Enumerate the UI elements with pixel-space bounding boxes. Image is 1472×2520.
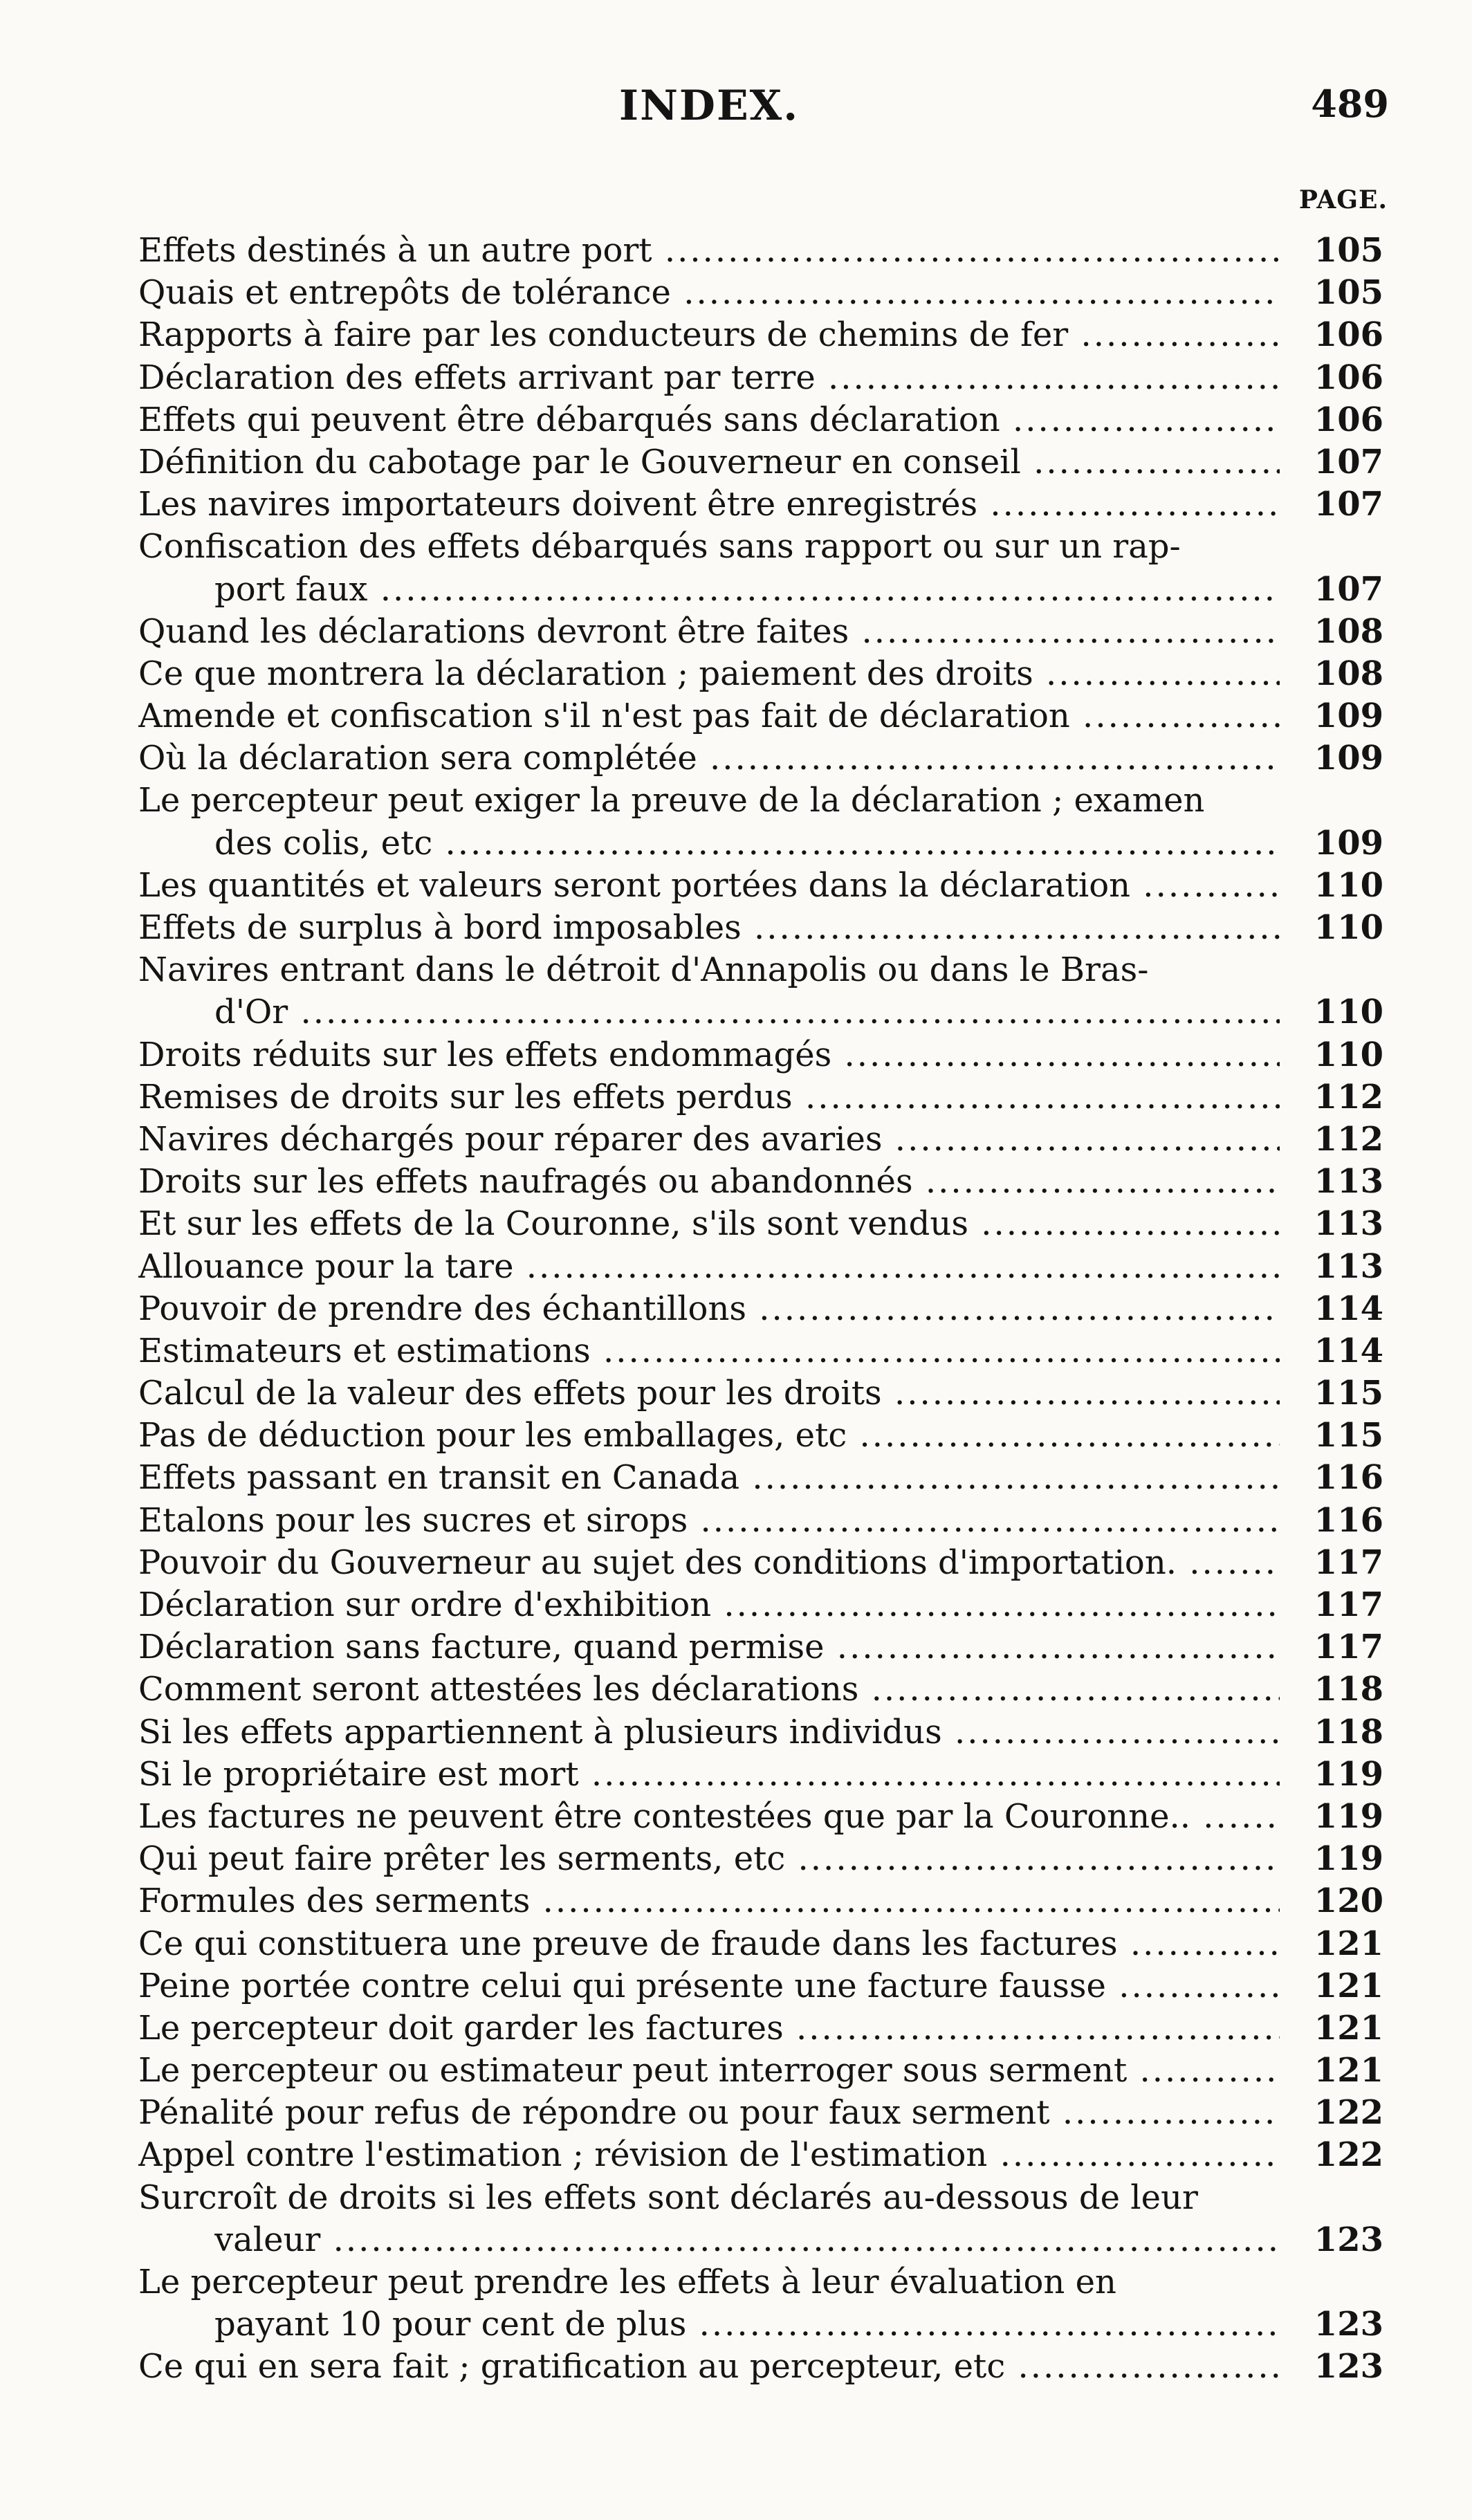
index-entry (138, 1076, 1383, 1119)
index-entry-line (138, 1542, 1383, 1584)
index-entry (138, 780, 1383, 864)
index-entry (138, 1796, 1383, 1838)
index-entry (138, 1542, 1383, 1584)
index-entry (138, 611, 1383, 653)
index-entry-line (138, 2050, 1383, 2092)
index-entry-text: Quand les déclarations devront être faites ..... (138, 611, 1280, 653)
index-entry-page: 106 (1314, 358, 1383, 397)
index-entry-text: Calcul de la valeur des effets pour les droits ..... (138, 1372, 1280, 1415)
index-entry-text: Peine portée contre celui qui présente une facture fausse ..... (138, 1965, 1280, 2007)
index-entry-page: 112 (1314, 1077, 1383, 1116)
index-entry-text: Qui peut faire prêter les serments, etc ..... (138, 1838, 1280, 1880)
index-entry-page: 110 (1314, 993, 1383, 1032)
index-entry-text: Confiscation des effets débarqués sans rapport ou sur un rap- (138, 527, 1181, 567)
index-entry-page: 110 (1314, 1035, 1383, 1074)
index-entry-page: 112 (1314, 1119, 1383, 1159)
index-entry-page: 110 (1314, 908, 1383, 947)
index-entry-page: 106 (1314, 315, 1383, 355)
index-entry (138, 1500, 1383, 1542)
index-entry-text: Le percepteur ou estimateur peut interroger sous serment ..... (138, 2050, 1280, 2092)
index-entry-line (138, 695, 1383, 737)
index-entry-text: Où la déclaration sera complétée ..... (138, 737, 1280, 780)
index-entry-text: Effets passant en transit en Canada ..... (138, 1457, 1280, 1499)
index-entry-page: 121 (1314, 2051, 1383, 2090)
index-entry-line (138, 1711, 1383, 1754)
index-entry (138, 949, 1383, 1033)
index-entry-page: 117 (1314, 1628, 1383, 1667)
index-entry-line (138, 1034, 1383, 1076)
index-entry-line (138, 1668, 1383, 1711)
index-entry (138, 441, 1383, 484)
index-entry (138, 865, 1383, 907)
index-entry (138, 484, 1383, 526)
index-entry-page: 122 (1314, 2093, 1383, 2133)
index-entry-text: Le percepteur doit garder les factures ..... (138, 2007, 1280, 2050)
index-entry-text: Déclaration sur ordre d'exhibition ..... (138, 1584, 1280, 1626)
index-entry-text: Pouvoir de prendre des échantillons ..... (138, 1288, 1280, 1330)
index-entry-line (138, 1119, 1383, 1161)
index-entry-text: Le percepteur peut prendre les effets à leur évaluation en (138, 2263, 1116, 2301)
index-entry-continuation-line (138, 822, 1383, 865)
index-entry-line (138, 1372, 1383, 1415)
index-entry-text: Navires entrant dans le détroit d'Annapolis ou dans le Bras- (138, 950, 1149, 990)
index-entry (138, 1457, 1383, 1499)
index-entry-line (138, 1796, 1383, 1838)
index-entry-continuation-line (138, 2303, 1383, 2346)
index-entry-text: Rapports à faire par les conducteurs de chemins de fer ..... (138, 314, 1280, 356)
index-entry (138, 1415, 1383, 1457)
index-entry-page: 109 (1314, 739, 1383, 778)
index-entry-page: 121 (1314, 1924, 1383, 1963)
index-entry (138, 1330, 1383, 1372)
index-entry (138, 1626, 1383, 1668)
index-entry-text: Droits sur les effets naufragés ou abandonnés ..... (138, 1161, 1280, 1203)
index-entry-page: 109 (1314, 697, 1383, 736)
index-entry (138, 1034, 1383, 1076)
index-entry-line (138, 399, 1383, 441)
index-entry-continuation: valeur ..... (214, 2219, 1280, 2261)
index-entry (138, 1965, 1383, 2007)
index-entry-text: Comment seront attestées les déclarations ..... (138, 1668, 1280, 1711)
index-entry-text: Formules des serments ..... (138, 1880, 1280, 1922)
index-entry-page: 122 (1314, 2135, 1383, 2175)
index-entry-line (138, 1415, 1383, 1457)
index-entry-page: 113 (1314, 1162, 1383, 1202)
index-entry-text: Effets destinés à un autre port ..... (138, 230, 1280, 272)
index-entry-line (138, 484, 1383, 526)
index-entry-line (138, 2092, 1383, 2134)
index-entry (138, 653, 1383, 695)
index-entry (138, 2007, 1383, 2050)
index-entry-page: 108 (1314, 654, 1383, 693)
index-entry-continuation: port faux ..... (214, 569, 1280, 611)
index-entry (138, 1246, 1383, 1288)
index-entry-text: Les factures ne peuvent être contestées que par la Couronne.. ..... (138, 1796, 1280, 1838)
index-entry-text: Surcroît de droits si les effets sont déclarés au-dessous de leur (138, 2178, 1198, 2217)
index-entry-text: Pas de déduction pour les emballages, etc ..... (138, 1415, 1280, 1457)
index-entry-page: 121 (1314, 1966, 1383, 2005)
index-entry-line (138, 780, 1383, 822)
page-number: 489 (1311, 82, 1389, 126)
index-entry-continuation: payant 10 pour cent de plus ..... (214, 2303, 1280, 2346)
index-entry-line (138, 865, 1383, 907)
index-entry-text: Droits réduits sur les effets endommagés ..... (138, 1034, 1280, 1076)
index-entry (138, 314, 1383, 356)
index-entry-page: 114 (1314, 1331, 1383, 1370)
index-entry-line (138, 1500, 1383, 1542)
page-title: INDEX. (619, 82, 800, 130)
index-entry-page: 116 (1314, 1458, 1383, 1498)
index-entry-page: 106 (1314, 400, 1383, 439)
index-entry-line (138, 1965, 1383, 2007)
index-entry (138, 2134, 1383, 2176)
index-entry-page: 119 (1314, 1839, 1383, 1879)
index-entry (138, 2177, 1383, 2261)
index-entry-line (138, 1288, 1383, 1330)
index-entry-text: Déclaration des effets arrivant par terre ..... (138, 357, 1280, 399)
index-entry-text: Appel contre l'estimation ; révision de l'estimation ..... (138, 2134, 1280, 2176)
index-entry (138, 399, 1383, 441)
index-entry-line (138, 230, 1383, 272)
index-entry-text: Déclaration sans facture, quand permise ..... (138, 1626, 1280, 1668)
index-entry-line (138, 1754, 1383, 1796)
index-entry-page: 113 (1314, 1204, 1383, 1244)
index-entry-continuation-line (138, 2219, 1383, 2261)
index-entry-page: 107 (1314, 442, 1383, 481)
index-entry-page: 119 (1314, 1754, 1383, 1794)
index-entry-page: 113 (1314, 1247, 1383, 1286)
index-entry (138, 1288, 1383, 1330)
index-entry (138, 272, 1383, 314)
index-entry-text: Ce qui constituera une preuve de fraude dans les factures ..... (138, 1923, 1280, 1965)
index-entry (138, 1161, 1383, 1203)
index-entry-page: 116 (1314, 1500, 1383, 1540)
index-entry-line (138, 357, 1383, 399)
index-entry-text: Quais et entrepôts de tolérance ..... (138, 272, 1280, 314)
index-entry (138, 1372, 1383, 1415)
index-entry-text: Remises de droits sur les effets perdus ..... (138, 1076, 1280, 1119)
index-entry-text: Pénalité pour refus de répondre ou pour faux serment ..... (138, 2092, 1280, 2134)
index-entry-text: Définition du cabotage par le Gouverneur en conseil ..... (138, 441, 1280, 484)
index-entry-text: Etalons pour les sucres et sirops ..... (138, 1500, 1280, 1542)
index-entry-text: Navires déchargés pour réparer des avaries ..... (138, 1119, 1280, 1161)
index-entry-line (138, 2346, 1383, 2388)
running-head (0, 82, 1472, 137)
index-entry-page: 107 (1314, 485, 1383, 524)
index-entry-line (138, 314, 1383, 356)
index-entry-text: Effets de surplus à bord imposables ..... (138, 907, 1280, 949)
index-entry-page: 123 (1314, 2220, 1383, 2259)
index-entry-page: 108 (1314, 611, 1383, 651)
index-entry (138, 1754, 1383, 1796)
index-entry (138, 526, 1383, 610)
index-entry-page: 118 (1314, 1670, 1383, 1709)
index-entry-line (138, 441, 1383, 484)
index-entry-page: 110 (1314, 865, 1383, 905)
index-entry (138, 1119, 1383, 1161)
index-entry (138, 1668, 1383, 1711)
index-entry-text: Effets qui peuvent être débarqués sans déclaration ..... (138, 399, 1280, 441)
index-entry-page: 123 (1314, 2305, 1383, 2344)
index-entry-text: Les navires importateurs doivent être enregistrés ..... (138, 484, 1280, 526)
index-entry-line (138, 653, 1383, 695)
index-entry-line (138, 1626, 1383, 1668)
index-entry-page: 119 (1314, 1796, 1383, 1836)
index-entry-line (138, 1161, 1383, 1203)
index-entry (138, 695, 1383, 737)
index-entry (138, 1880, 1383, 1922)
index-entry-line (138, 949, 1383, 991)
index-entries (138, 230, 1383, 2389)
index-entry-text: Amende et confiscation s'il n'est pas fait de déclaration ..... (138, 695, 1280, 737)
index-entry-page: 118 (1314, 1712, 1383, 1751)
index-entry (138, 1203, 1383, 1245)
index-entry-line (138, 1330, 1383, 1372)
index-entry-page: 120 (1314, 1882, 1383, 1921)
index-entry-line (138, 2007, 1383, 2050)
index-entry (138, 2346, 1383, 2388)
index-entry-text: Les quantités et valeurs seront portées dans la déclaration ..... (138, 865, 1280, 907)
index-entry-line (138, 1923, 1383, 1965)
index-entry-text: Si le propriétaire est mort ..... (138, 1754, 1280, 1796)
index-entry-page: 109 (1314, 823, 1383, 863)
index-entry (138, 1838, 1383, 1880)
index-entry-text: Le percepteur peut exiger la preuve de la déclaration ; examen (138, 781, 1205, 820)
index-entry (138, 2261, 1383, 2346)
index-entry (138, 2092, 1383, 2134)
index-entry-text: Ce que montrera la déclaration ; paiement des droits ..... (138, 653, 1280, 695)
index-entry-line (138, 1203, 1383, 1245)
index-entry-text: Pouvoir du Gouverneur au sujet des conditions d'importation. ..... (138, 1542, 1280, 1584)
index-entry-line (138, 272, 1383, 314)
index-entry-line (138, 2261, 1383, 2303)
index-entry-page: 117 (1314, 1585, 1383, 1624)
index-entry-line (138, 1246, 1383, 1288)
index-entry-line (138, 2134, 1383, 2176)
index-entry-text: Ce qui en sera fait ; gratification au percepteur, etc ..... (138, 2346, 1280, 2388)
index-entry-page: 105 (1314, 231, 1383, 270)
index-entry-text: Si les effets appartiennent à plusieurs individus ..... (138, 1711, 1280, 1754)
index-entry-line (138, 1457, 1383, 1499)
index-entry-line (138, 1880, 1383, 1922)
index-entry-continuation-line (138, 569, 1383, 611)
index-entry-text: Et sur les effets de la Couronne, s'ils sont vendus ..... (138, 1203, 1280, 1245)
index-entry-page: 123 (1314, 2347, 1383, 2386)
index-entry-page: 121 (1314, 2008, 1383, 2048)
index-entry-page: 115 (1314, 1416, 1383, 1455)
index-entry-continuation-line (138, 991, 1383, 1033)
index-entry-line (138, 2177, 1383, 2219)
index-entry (138, 907, 1383, 949)
index-entry-text: Allouance pour la tare ..... (138, 1246, 1280, 1288)
index-entry (138, 737, 1383, 780)
index-entry-line (138, 611, 1383, 653)
index-entry-text: Estimateurs et estimations ..... (138, 1330, 1280, 1372)
index-entry-line (138, 1584, 1383, 1626)
index-entry (138, 1584, 1383, 1626)
index-entry (138, 1711, 1383, 1754)
index-entry (138, 1923, 1383, 1965)
index-entry-continuation: d'Or ..... (214, 991, 1280, 1033)
index-entry-page: 114 (1314, 1289, 1383, 1328)
index-entry-continuation: des colis, etc ..... (214, 822, 1280, 865)
index-entry-line (138, 526, 1383, 568)
index-entry (138, 357, 1383, 399)
index-entry (138, 230, 1383, 272)
index-entry-page: 105 (1314, 273, 1383, 313)
index-entry-page: 117 (1314, 1543, 1383, 1582)
index-entry-line (138, 1838, 1383, 1880)
index-entry-line (138, 1076, 1383, 1119)
index-entry (138, 2050, 1383, 2092)
index-entry-page: 107 (1314, 569, 1383, 609)
index-entry-line (138, 737, 1383, 780)
page-column-label: PAGE. (1298, 185, 1388, 214)
index-entry-page: 115 (1314, 1374, 1383, 1413)
index-entry-line (138, 907, 1383, 949)
